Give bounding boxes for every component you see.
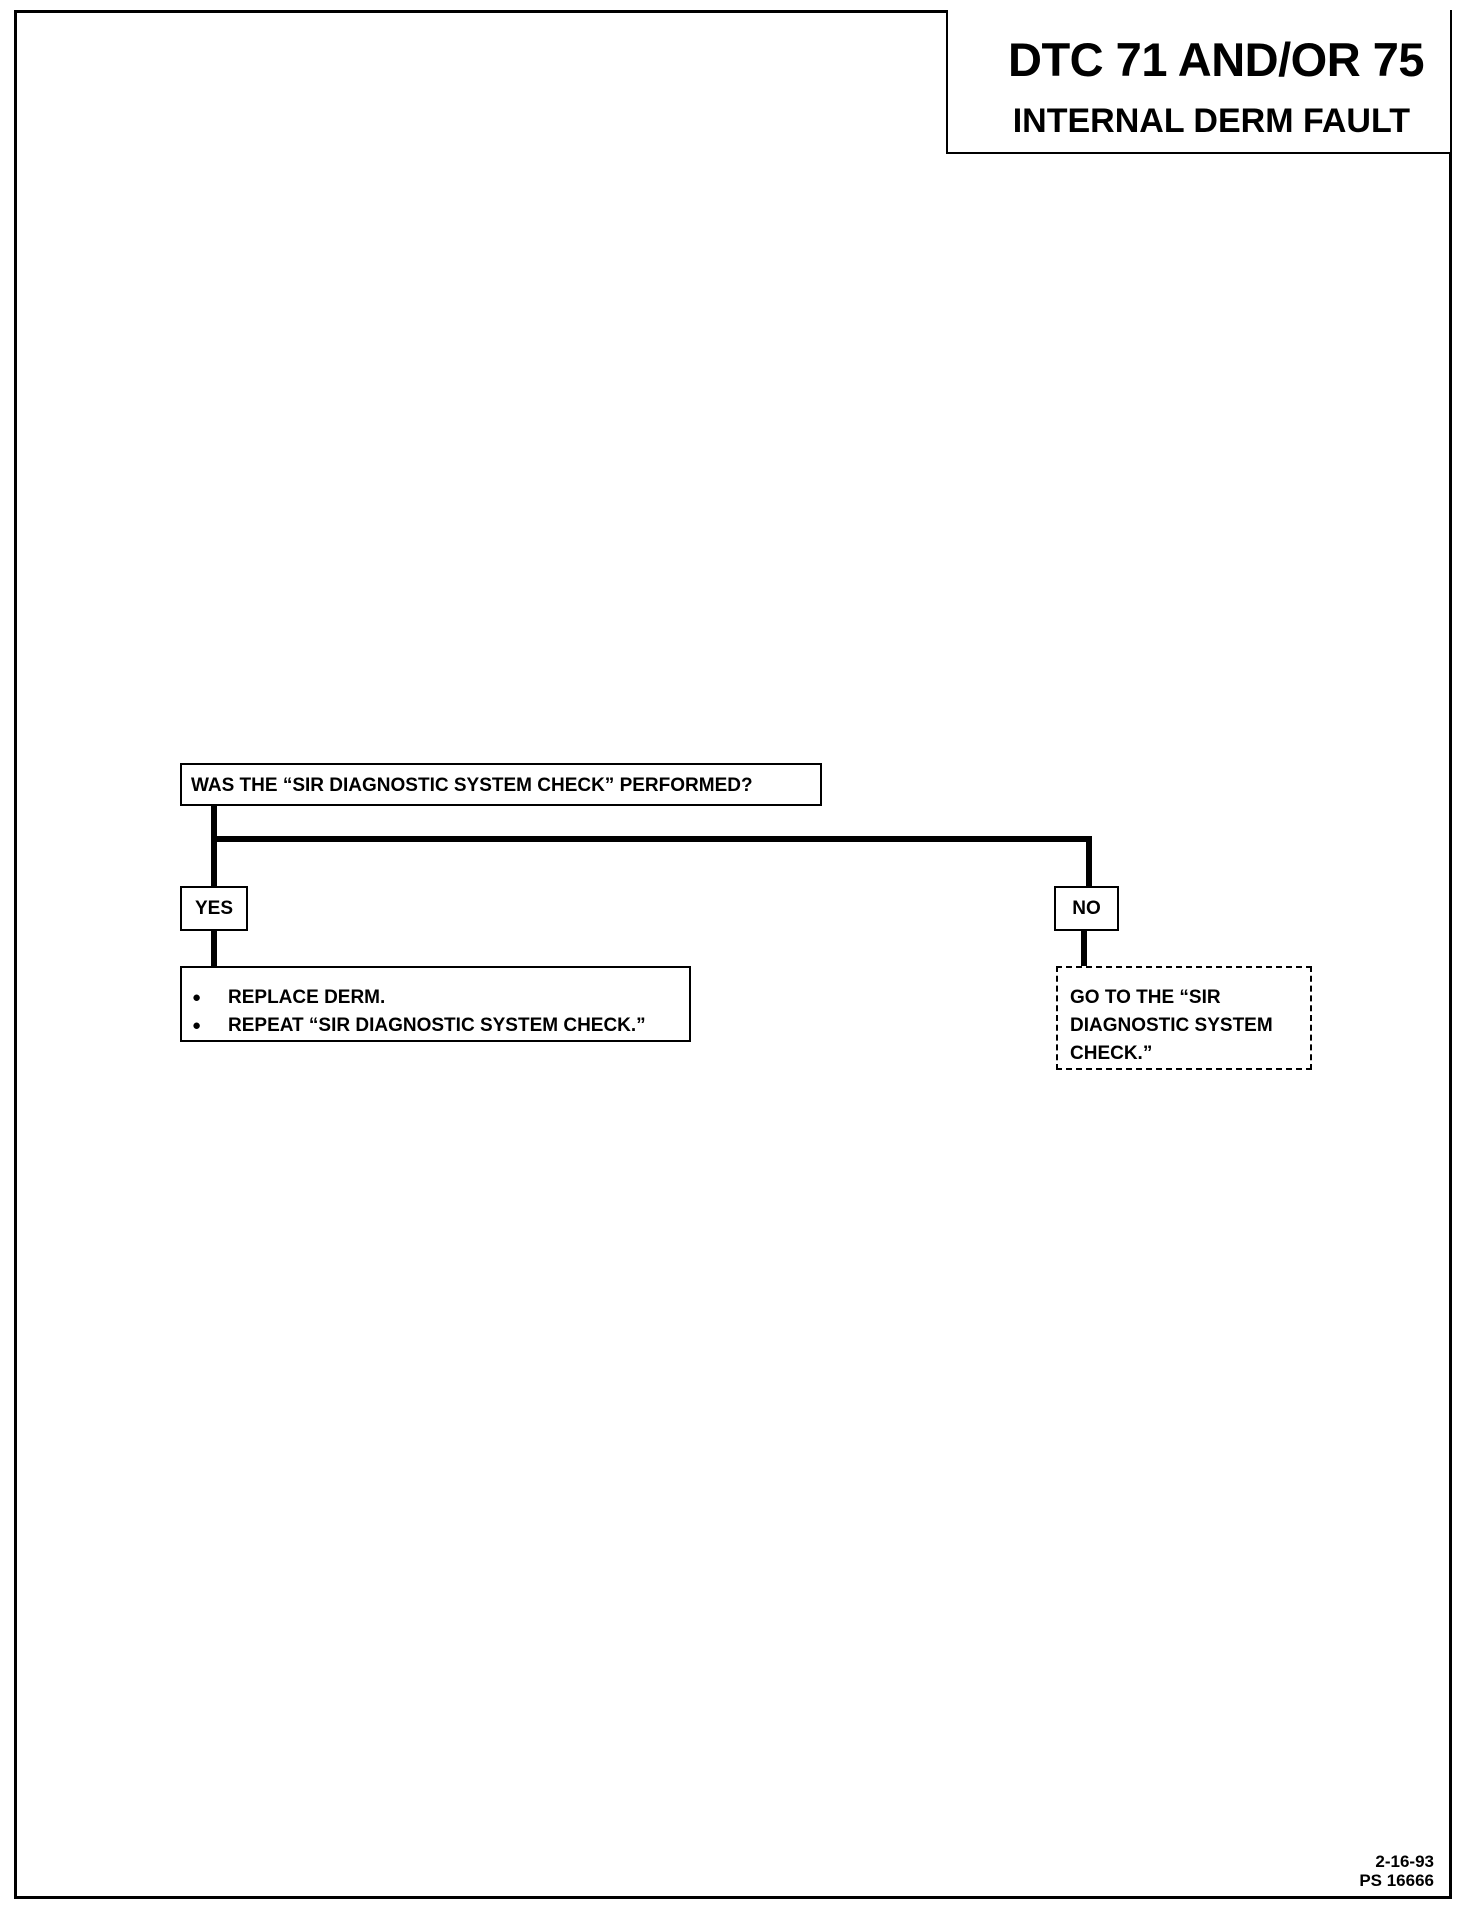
footer [1359,1852,1434,1890]
no-action-box [1056,966,1312,1070]
yes-label-box: YES [180,886,248,931]
page-title: DTC 71 AND/OR 75 [1008,33,1424,86]
page-subtitle: INTERNAL DERM FAULT [1012,102,1410,140]
footer-code: PS 16666 [1359,1871,1434,1890]
yes-action-box [180,966,691,1042]
connector-yes-action [211,931,217,966]
connector-no-action [1081,931,1087,966]
title-box [946,10,1452,154]
yes-action-item: ● REPEAT “SIR DIAGNOSTIC SYSTEM CHECK.” [192,1012,689,1040]
no-label-box: NO [1054,886,1119,931]
no-action-line: GO TO THE “SIR [1070,987,1221,1008]
connector-no-down [1086,836,1092,886]
no-action-line: DIAGNOSTIC SYSTEM [1070,1015,1273,1036]
connector-horizontal [211,836,1092,842]
question-box: WAS THE “SIR DIAGNOSTIC SYSTEM CHECK” PERFORMED? [180,763,822,806]
no-action-line: CHECK.” [1070,1043,1153,1064]
connector-question-down [211,806,217,886]
yes-action-list [192,984,689,1040]
page-frame [14,10,1452,1899]
yes-action-item: ● REPLACE DERM. [192,984,689,1012]
footer-date: 2-16-93 [1375,1852,1434,1871]
